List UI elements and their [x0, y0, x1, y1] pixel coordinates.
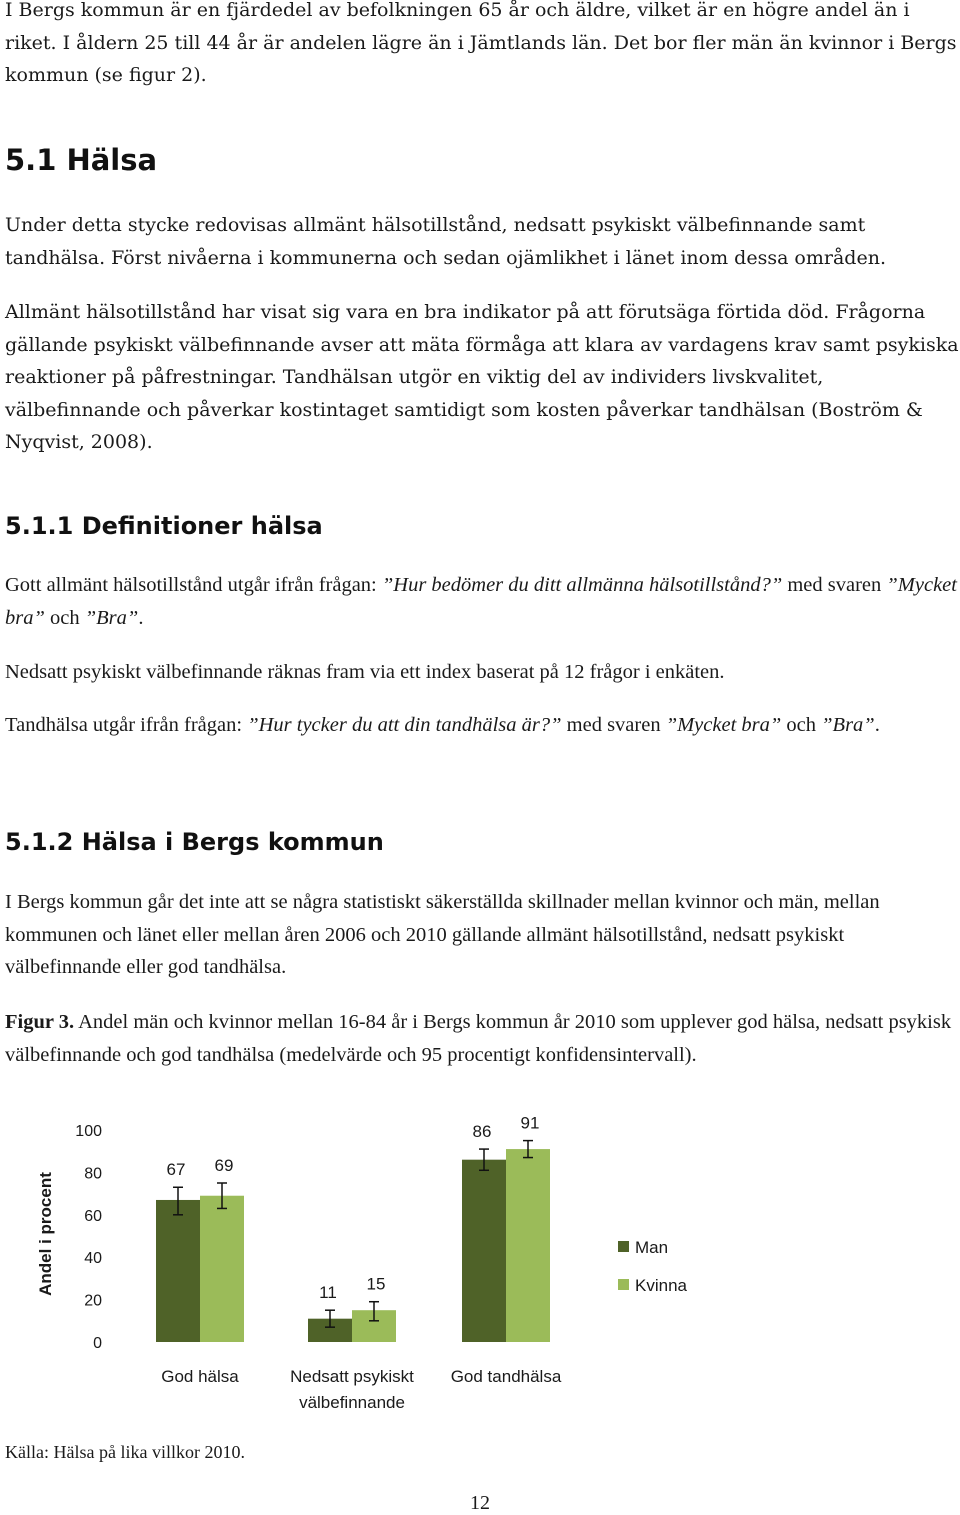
definition-question: ”Hur bedömer du ditt allmänna hälsotillstånd?”	[381, 574, 783, 596]
legend-label-man: Man	[635, 1238, 669, 1257]
bar-kvinna-1	[200, 1196, 244, 1342]
definition-text: och	[44, 607, 85, 629]
berg-health-paragraph: I Bergs kommun går det inte att se några statistiskt säkerställda skillnader mellan kvinnor och män, mellan kommunen och länet eller mellan åren 2006 och 2010 gällande allmänt hälsotillstånd, nedsatt psykiskt välbefinnande eller god tandhälsa.	[5, 891, 880, 978]
health-bar-chart	[0, 1105, 760, 1425]
bar-man-1	[156, 1200, 200, 1342]
page-number: 12	[470, 1492, 490, 1514]
definitions-title: 5.1.1 Definitioner hälsa	[5, 512, 323, 540]
figure-caption	[5, 1006, 960, 1071]
definition-answer: ”Bra”	[84, 607, 139, 629]
y-tick-label: 20	[84, 1292, 102, 1310]
y-tick-label: 60	[84, 1207, 102, 1225]
figure-label: Figur 3.	[5, 1011, 75, 1033]
data-label: 91	[520, 1113, 540, 1133]
health-indicator-paragraph: Allmänt hälsotillstånd har visat sig vara en bra indikator på att förutsäga förtida död. Frågorna gällande psykiskt välbefinnande avser att mäta förmåga att klara av vardagens krav samt psykiska reaktioner på påfrestningar. Tandhälsan utgör en viktig del av individers livskvalitet, välbefinnande och påverkar kostintaget samtidigt som kosten påverkar tandhälsan (Boström & Nyqvist, 2008).	[5, 301, 959, 453]
definition-text: Tandhälsa utgår ifrån frågan:	[5, 714, 248, 736]
x-category-label: God tandhälsa	[450, 1367, 562, 1386]
y-axis-title: Andel i procent	[36, 1172, 55, 1296]
data-label: 11	[319, 1283, 337, 1303]
definition-mental-wellbeing: Nedsatt psykiskt välbefinnande räknas fram via ett index baserat på 12 frågor i enkäten.	[5, 661, 725, 683]
legend-label-kvinna: Kvinna	[635, 1276, 687, 1295]
section-title: 5.1 Hälsa	[5, 143, 158, 177]
legend-swatch-kvinna	[618, 1279, 629, 1290]
source-note: Källa: Hälsa på lika villkor 2010.	[5, 1442, 245, 1462]
figure-caption-text: Andel män och kvinnor mellan 16-84 år i Bergs kommun år 2010 som upplever god hälsa, nedsatt psykisk välbefinnande och god tandhälsa (medelvärde och 95 procentigt konfidensintervall).	[5, 1011, 952, 1066]
definition-text: .	[138, 607, 144, 629]
intro-paragraph: I Bergs kommun är en fjärdedel av befolkningen 65 år och äldre, vilket är en högre andel än i riket. I åldern 25 till 44 år är andelen lägre än i Jämtlands län. Det bor fler män än kvinnor i Bergs kommun (se figur 2).	[5, 0, 957, 86]
data-label: 15	[366, 1274, 386, 1294]
definition-answer: ”Bra”	[821, 714, 875, 736]
definition-answer: ”Mycket bra”	[5, 574, 957, 629]
definition-text: med svaren	[561, 714, 666, 736]
definition-text: Gott allmänt hälsotillstånd utgår ifrån frågan:	[5, 574, 382, 596]
berg-health-title: 5.1.2 Hälsa i Bergs kommun	[5, 828, 384, 856]
definition-text: .	[874, 714, 880, 736]
y-tick-label: 0	[93, 1335, 102, 1352]
y-tick-label: 100	[75, 1123, 102, 1140]
definition-general-health	[5, 569, 960, 635]
x-category-label: God hälsa	[161, 1367, 239, 1386]
definition-text: och	[781, 714, 822, 736]
legend-swatch-man	[618, 1241, 629, 1252]
definition-answer: ”Mycket bra”	[665, 714, 782, 736]
y-tick-label: 80	[84, 1165, 102, 1183]
x-category-label: välbefinnande	[299, 1393, 405, 1412]
data-label: 67	[166, 1160, 186, 1180]
definition-question: ”Hur tycker du att din tandhälsa är?”	[247, 714, 562, 736]
definition-text: med svaren	[782, 574, 887, 596]
y-tick-label: 40	[84, 1250, 102, 1268]
data-label: 69	[214, 1156, 234, 1175]
bar-man-3	[462, 1160, 506, 1342]
health-intro-paragraph: Under detta stycke redovisas allmänt hälsotillstånd, nedsatt psykiskt välbefinnande samt tandhälsa. Först nivåerna i kommunerna och sedan ojämlikhet i länet inom dessa områden.	[5, 214, 886, 269]
definition-dental-health	[5, 709, 960, 742]
data-label: 86	[472, 1122, 492, 1142]
x-category-label: Nedsatt psykiskt	[290, 1367, 414, 1386]
bar-kvinna-3	[506, 1149, 550, 1342]
